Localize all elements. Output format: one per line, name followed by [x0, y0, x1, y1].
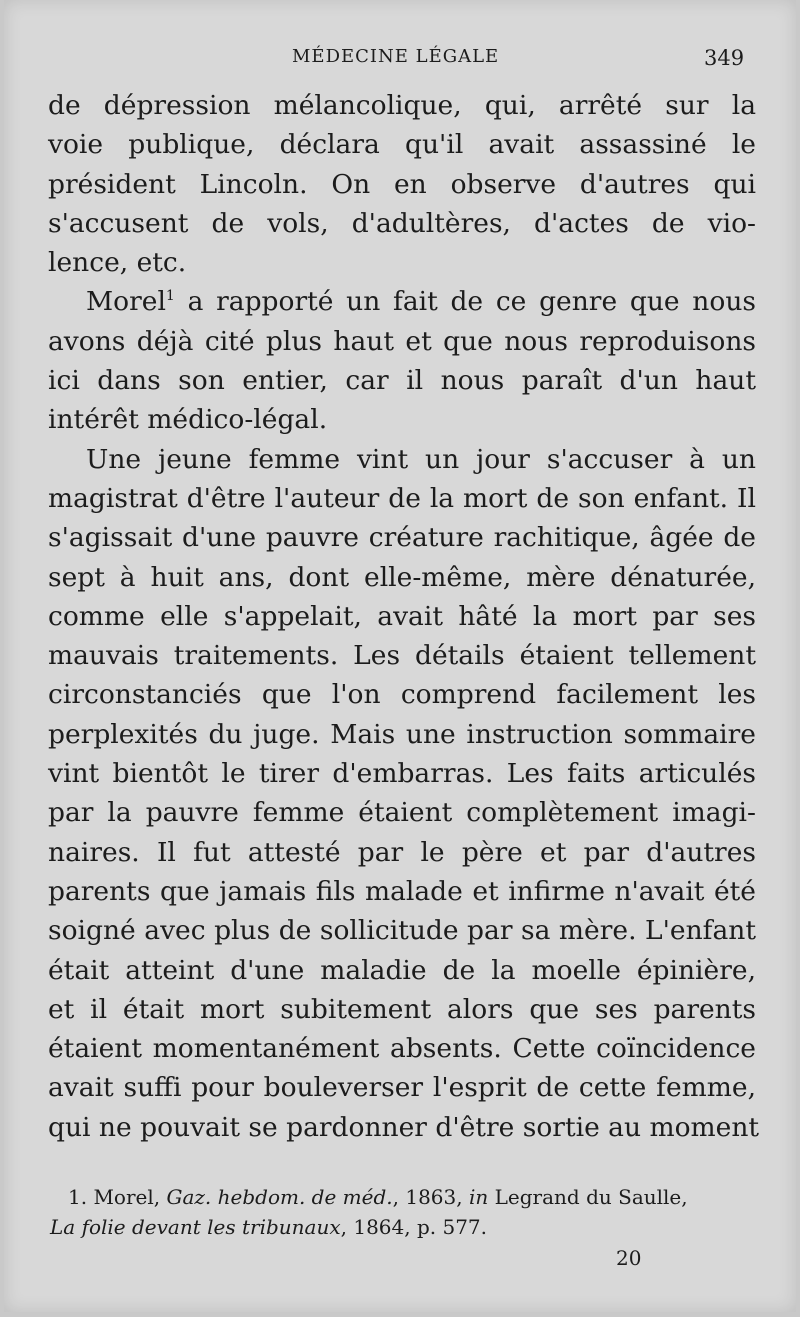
morel-name: Morel — [86, 286, 166, 318]
footnote — [50, 1182, 756, 1242]
text-line: sept à huit ans, dont elle-même, mère dénaturée, — [48, 561, 756, 593]
text-line: soigné avec plus de sollicitude par sa mère. L'enfant — [48, 915, 756, 947]
text-line: mauvais traitements. Les détails étaient tellement — [48, 640, 756, 672]
text-line: de dépression mélancolique, qui, arrêté sur la — [48, 90, 756, 121]
footnote-in: in — [468, 1185, 489, 1209]
text-line: vint bientôt le tirer d'embarras. Les faits articulés — [48, 758, 756, 790]
text-line: avons déjà cité plus haut et que nous reproduisons — [48, 325, 756, 357]
footnote-line — [50, 1182, 756, 1212]
text-line: s'agissait d'une pauvre créature rachitique, âgée de — [48, 522, 756, 554]
text-line: qui ne pouvait se pardonner d'être sortie au moment — [48, 1111, 760, 1143]
text-line: par la pauvre femme étaient complètement imagi- — [48, 797, 756, 829]
book-page — [4, 0, 796, 1312]
text-line: lence, etc. — [48, 247, 187, 279]
footnote-year: , 1863, — [392, 1185, 463, 1209]
text-line: ici dans son entier, car il nous paraît d'un haut — [48, 365, 756, 397]
text-line: magistrat d'être l'auteur de la mort de son enfant. Il — [48, 482, 756, 514]
text-line: circonstanciés que l'on comprend facilement les — [48, 679, 756, 711]
text-line: Une jeune femme vint un jour s'accuser à un — [86, 443, 756, 475]
footnote-number: 1. — [68, 1185, 88, 1209]
footnote-journal: Gaz. hebdom. de méd. — [166, 1185, 393, 1209]
signature-mark: 20 — [616, 1246, 642, 1270]
text-line-morel — [48, 282, 756, 321]
text-line: intérêt médico-légal. — [48, 404, 328, 436]
footnote-cited: Legrand du Saulle, — [494, 1185, 688, 1209]
text-line: perplexités du juge. Mais une instruction sommaire — [48, 718, 756, 750]
text-line: voie publique, déclara qu'il avait assassiné le — [48, 129, 756, 161]
running-title: MÉDECINE LÉGALE — [292, 46, 500, 67]
morel-line-rest: a rapporté un fait de ce genre que nous — [187, 286, 756, 318]
text-line: naires. Il fut attesté par le père et par d'autres — [48, 836, 756, 868]
footnote-reference: 1 — [165, 288, 175, 305]
body-text — [48, 86, 760, 1147]
footnote-book-rest: , 1864, p. 577. — [340, 1215, 488, 1239]
text-line: président Lincoln. On en observe d'autres qui — [48, 168, 756, 200]
text-line: s'accusent de vols, d'adultères, d'actes de vio- — [48, 207, 756, 239]
text-line: étaient momentanément absents. Cette coïncidence — [48, 1033, 756, 1065]
text-line: comme elle s'appelait, avait hâté la mort par ses — [48, 600, 756, 632]
footnote-line — [50, 1212, 756, 1242]
text-line: était atteint d'une maladie de la moelle épinière, — [48, 954, 756, 986]
footnote-author: Morel, — [93, 1185, 161, 1209]
running-head — [4, 46, 796, 72]
page-number: 349 — [704, 46, 745, 70]
text-line: avait suffi pour bouleverser l'esprit de cette femme, — [48, 1072, 756, 1104]
text-line: parents que jamais fils malade et infirme n'avait été — [48, 875, 756, 907]
text-line: et il était mort subitement alors que ses parents — [48, 993, 756, 1025]
footnote-book: La folie devant les tribunaux — [50, 1215, 341, 1239]
